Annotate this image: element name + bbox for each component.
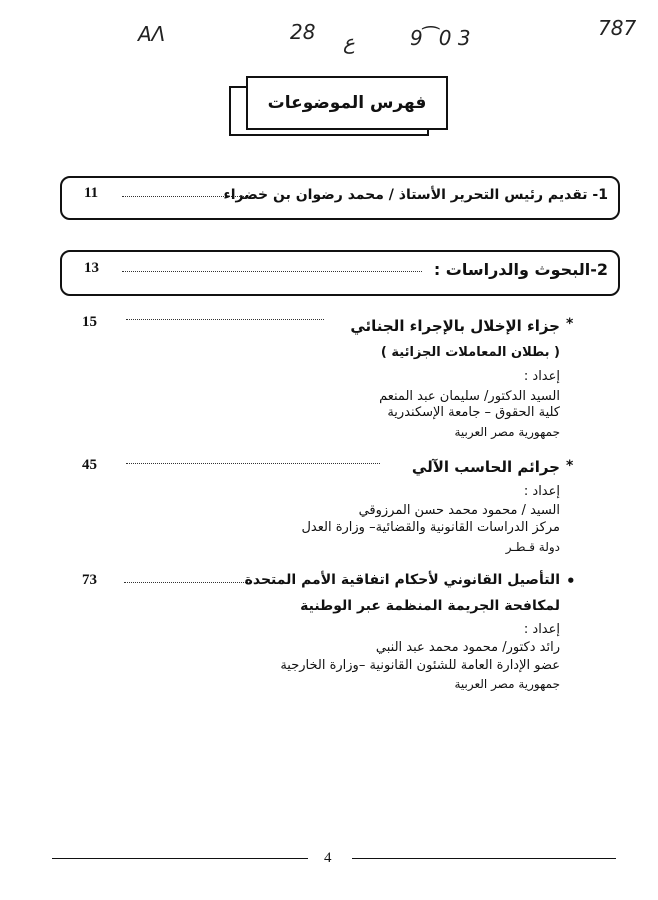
handwritten-annotation-4: 9⁀0 3	[410, 26, 471, 50]
article-affiliation: مركز الدراسات القانونية والقضائية– وزارة العدل	[301, 520, 560, 535]
footer-rule-right	[352, 858, 616, 859]
toc-entry-page: 11	[84, 185, 99, 201]
article-bullet: *	[566, 458, 574, 474]
handwritten-annotation-1: AΛ	[138, 22, 166, 46]
article-author: رائد دكتور/ محمود محمد عبد النبي	[375, 640, 560, 655]
toc-entry-box-2	[60, 250, 620, 296]
article-page: 45	[82, 457, 97, 473]
toc-entry-label: 1- تقديم رئيس التحرير الأستاذ / محمد رضوان بن خضراء	[223, 187, 608, 203]
article-author: السيد الدكتور/ سليمان عبد المنعم	[379, 389, 560, 404]
article-title: جرائم الحاسب الآلي	[411, 458, 560, 476]
article-bullet: *	[566, 316, 574, 332]
dot-leader	[124, 582, 250, 583]
toc-entry-box-1	[60, 176, 620, 220]
article-page: 15	[82, 314, 97, 330]
handwritten-annotation-5: 787	[598, 16, 637, 40]
prepared-by-label: إعداد :	[523, 622, 560, 637]
article-author: السيد / محمود محمد حسن المرزوقي	[358, 503, 560, 518]
dot-leader	[126, 319, 324, 320]
article-country: دولة قـطـر	[505, 540, 560, 554]
dot-leader	[126, 463, 380, 464]
prepared-by-label: إعداد :	[523, 369, 560, 384]
handwritten-annotation-2: 28	[290, 20, 316, 44]
footer-rule-left	[52, 858, 308, 859]
article-country: جمهورية مصر العربية	[454, 425, 560, 439]
dot-leader	[122, 271, 422, 272]
handwritten-annotation-3: ع	[343, 30, 355, 54]
article-country: جمهورية مصر العربية	[454, 677, 560, 691]
article-bullet: •	[566, 572, 576, 590]
article-affiliation: عضو الإدارة العامة للشئون القانونية –وزارة الخارجية	[280, 658, 560, 673]
page-title: فهرس الموضوعات	[267, 93, 427, 113]
article-subtitle: ( بطلان المعاملات الجزائية )	[380, 345, 560, 360]
footer-page-number: 4	[324, 850, 332, 866]
article-title: جزاء الإخلال بالإجراء الجنائي	[350, 317, 560, 335]
article-page: 73	[82, 572, 97, 588]
article-title: التأصيل القانوني لأحكام اتفاقية الأمم المتحدة	[244, 572, 560, 588]
title-box	[246, 76, 448, 130]
toc-entry-label: 2-البحوث والدراسات :	[433, 260, 608, 279]
prepared-by-label: إعداد :	[523, 484, 560, 499]
toc-entry-page: 13	[84, 260, 99, 276]
article-title-continued: لمكافحة الجريمة المنظمة عبر الوطنية	[300, 598, 560, 614]
article-affiliation: كلية الحقوق – جامعة الإسكندرية	[387, 405, 560, 420]
